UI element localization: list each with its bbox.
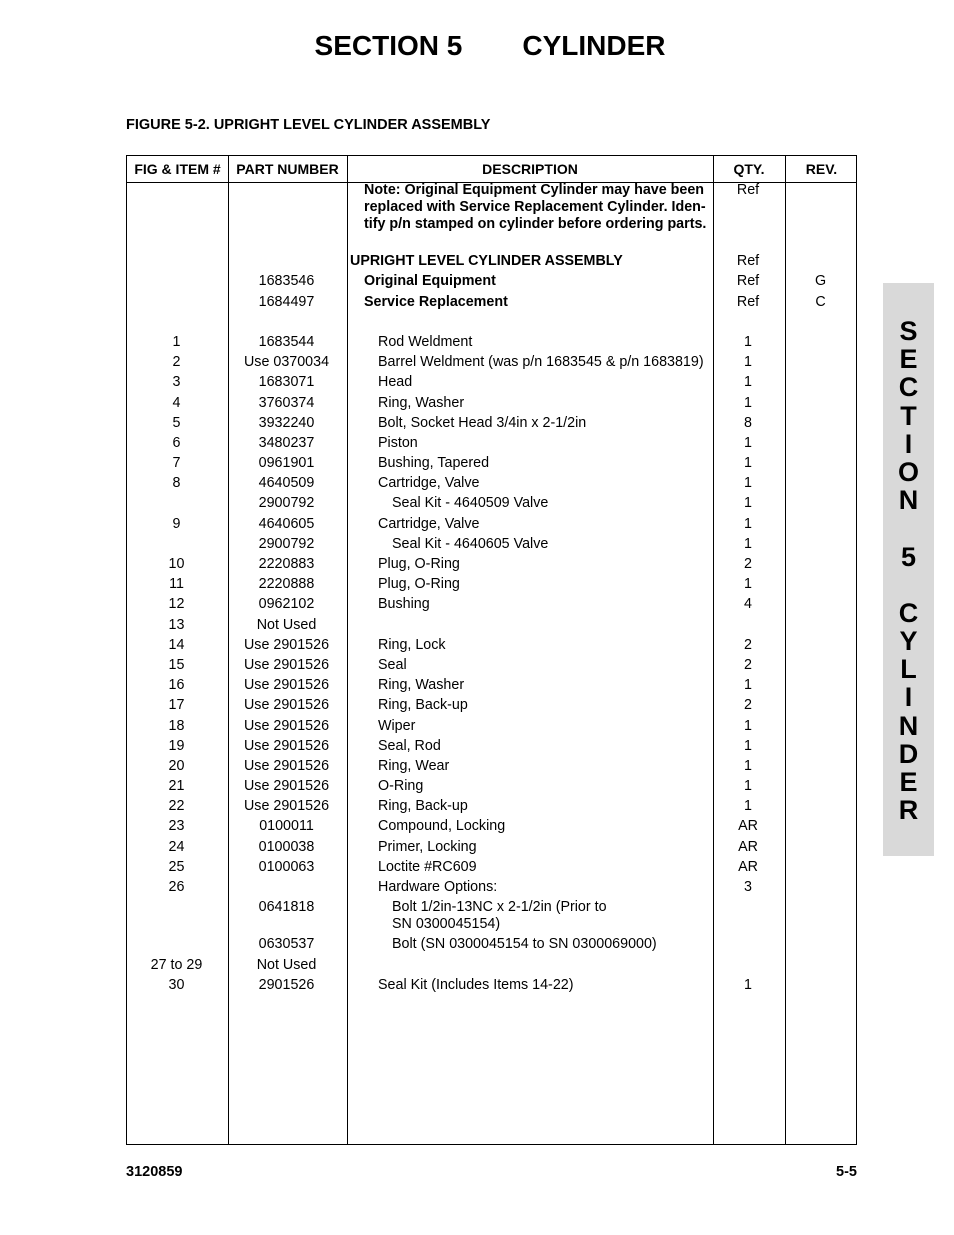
side-tab-letter: R <box>898 795 919 826</box>
cell-fig-item: 20 <box>168 757 185 774</box>
table-row <box>126 899 857 916</box>
cell-fig-item: 25 <box>168 858 185 875</box>
table-row <box>126 182 857 199</box>
side-tab-letter: I <box>904 428 913 459</box>
table-row <box>126 617 857 637</box>
table-row <box>126 233 857 253</box>
cell-part-number: Use 2901526 <box>243 717 330 734</box>
cell-fig-item: 30 <box>168 976 185 993</box>
table-row <box>126 637 857 657</box>
side-tab-letter: Y <box>899 626 918 657</box>
cell-description: Loctite #RC609 <box>378 858 477 875</box>
cell-fig-item: 5 <box>172 414 181 431</box>
cell-qty: 1 <box>744 374 752 391</box>
cell-description: Bolt (SN 0300045154 to SN 0300069000) <box>392 936 657 953</box>
cell-fig-item: 11 <box>169 576 184 593</box>
cell-description: Bushing <box>378 596 430 613</box>
cell-fig-item: 15 <box>168 656 185 673</box>
cell-description: Barrel Weldment (was p/n 1683545 & p/n 1683819) <box>378 354 704 371</box>
cell-description: Bushing, Tapered <box>378 455 490 472</box>
table-row <box>126 216 857 233</box>
cell-fig-item: 3 <box>172 374 181 391</box>
cell-part-number: 0961901 <box>258 455 315 472</box>
cell-fig-item: 1 <box>172 333 181 350</box>
section-label: SECTION 5 <box>314 30 463 61</box>
cell-qty: 8 <box>744 414 752 431</box>
header-fig-item: FIG & ITEM # <box>134 161 221 177</box>
cell-description: UPRIGHT LEVEL CYLINDER ASSEMBLY <box>350 253 623 270</box>
cell-description: Hardware Options: <box>378 879 498 895</box>
table-row <box>126 435 857 455</box>
cell-fig-item: 9 <box>172 515 181 532</box>
cell-part-number: 2220888 <box>258 576 315 593</box>
cell-description: Seal, Rod <box>378 737 441 754</box>
cell-part-number: 3760374 <box>258 394 315 411</box>
cell-qty: 3 <box>744 879 752 895</box>
cell-part-number: 2220883 <box>258 556 315 572</box>
cell-fig-item: 22 <box>168 798 185 815</box>
figure-title: FIGURE 5-2. UPRIGHT LEVEL CYLINDER ASSEMBLY <box>126 117 491 133</box>
cell-qty: AR <box>738 858 758 875</box>
table-row <box>126 738 857 758</box>
cell-qty: Ref <box>736 293 760 310</box>
table-row <box>126 677 857 697</box>
table-body <box>126 182 857 997</box>
cell-description: Primer, Locking <box>378 838 477 855</box>
table-row <box>126 596 857 616</box>
cell-rev: G <box>814 273 827 290</box>
cell-fig-item: 19 <box>168 737 185 754</box>
side-tab-letter: S <box>899 316 918 346</box>
table-row <box>126 273 857 293</box>
side-tab-letter: O <box>897 456 919 487</box>
cell-part-number: 4640605 <box>258 515 315 532</box>
cell-qty: 1 <box>744 798 752 815</box>
table-row <box>126 798 857 818</box>
cell-qty: 4 <box>744 596 752 613</box>
side-tab-letter: I <box>904 682 913 713</box>
cell-qty: 2 <box>744 636 752 653</box>
side-tab-letter: D <box>898 738 919 769</box>
table-row <box>126 879 857 899</box>
cell-qty: Ref <box>736 182 760 198</box>
cell-description: Piston <box>378 434 418 451</box>
cell-description: Service Replacement <box>364 293 508 310</box>
cell-description: Plug, O-Ring <box>378 556 460 572</box>
section-side-tab <box>883 283 934 856</box>
cell-description: Ring, Wear <box>378 757 450 774</box>
table-row <box>126 556 857 576</box>
cell-fig-item: 10 <box>168 556 185 572</box>
section-name: CYLINDER <box>522 30 666 61</box>
table-row <box>126 839 857 859</box>
cell-description: Ring, Back-up <box>378 697 468 714</box>
table-row <box>126 334 857 354</box>
cell-fig-item: 26 <box>168 879 185 895</box>
table-row <box>126 314 857 334</box>
cell-part-number: 2900792 <box>258 535 315 552</box>
cell-part-number: 1683546 <box>258 273 315 290</box>
cell-part-number: 1684497 <box>258 293 315 310</box>
cell-description: Ring, Washer <box>378 677 465 694</box>
cell-fig-item: 23 <box>168 818 185 835</box>
table-row <box>126 516 857 536</box>
cell-part-number: Not Used <box>256 616 317 633</box>
table-row <box>126 977 857 997</box>
cell-qty: 2 <box>744 697 752 714</box>
header-description: DESCRIPTION <box>482 161 578 177</box>
side-tab-letter: T <box>900 400 917 431</box>
cell-rev: C <box>815 293 826 310</box>
table-row <box>126 657 857 677</box>
cell-fig-item: 27 to 29 <box>150 956 203 973</box>
header-part-number: PART NUMBER <box>236 161 339 177</box>
cell-part-number: 0630537 <box>258 936 315 953</box>
cell-part-number: Use 2901526 <box>243 778 330 795</box>
cell-fig-item: 13 <box>168 616 185 633</box>
cell-description: Seal Kit - 4640509 Valve <box>392 495 549 512</box>
cell-fig-item: 2 <box>172 354 181 371</box>
cell-qty: Ref <box>736 253 760 270</box>
cell-description: tify p/n stamped on cylinder before ordering parts. <box>364 216 707 232</box>
cell-qty: 1 <box>744 394 752 411</box>
side-tab-letter: 5 <box>900 541 917 572</box>
cell-qty: 2 <box>744 656 752 673</box>
cell-part-number: 0100011 <box>259 818 314 835</box>
cell-qty: 1 <box>744 333 752 350</box>
cell-part-number: Use 2901526 <box>243 798 330 815</box>
cell-fig-item: 12 <box>168 596 185 613</box>
cell-part-number: Use 2901526 <box>243 757 330 774</box>
cell-description: replaced with Service Replacement Cylinder. Iden- <box>364 199 706 215</box>
cell-part-number: 0962102 <box>258 596 315 613</box>
section-title <box>0 30 954 62</box>
table-row <box>126 576 857 596</box>
table-row <box>126 374 857 394</box>
cell-description: SN 0300045154) <box>392 916 501 933</box>
cell-qty: 1 <box>744 737 752 754</box>
cell-part-number: Use 2901526 <box>243 677 330 694</box>
table-row <box>126 957 857 977</box>
side-tab-letter: C <box>898 597 919 628</box>
cell-description: Head <box>378 374 413 391</box>
side-tab-letter <box>883 571 934 599</box>
cell-part-number: 3932240 <box>258 414 315 431</box>
footer-page-number: 5-5 <box>836 1164 857 1180</box>
cell-description: Seal Kit (Includes Items 14-22) <box>378 976 574 993</box>
side-tab-letters <box>883 317 934 824</box>
table-row <box>126 253 857 273</box>
cell-fig-item: 24 <box>168 838 185 855</box>
cell-fig-item: 14 <box>168 636 185 653</box>
cell-fig-item: 16 <box>168 677 185 694</box>
cell-description: Cartridge, Valve <box>378 475 480 492</box>
table-row <box>126 475 857 495</box>
table-row <box>126 415 857 435</box>
side-tab-letter: N <box>898 710 919 741</box>
table-row <box>126 697 857 717</box>
cell-part-number: 1683544 <box>258 333 315 350</box>
cell-description: Ring, Back-up <box>378 798 468 815</box>
side-tab-letter: C <box>898 372 919 403</box>
cell-description: Note: Original Equipment Cylinder may have been <box>364 182 705 198</box>
table-row <box>126 718 857 738</box>
side-tab-letter: N <box>898 485 919 516</box>
table-row <box>126 758 857 778</box>
cell-description: Original Equipment <box>364 273 496 290</box>
side-tab-letter: E <box>899 344 918 375</box>
cell-part-number: 2900792 <box>258 495 315 512</box>
table-row <box>126 455 857 475</box>
cell-description: Ring, Lock <box>378 636 446 653</box>
cell-fig-item: 6 <box>172 434 181 451</box>
cell-part-number: Use 2901526 <box>243 737 330 754</box>
footer-document-number: 3120859 <box>126 1164 183 1180</box>
cell-description: Rod Weldment <box>378 333 473 350</box>
cell-part-number: 2901526 <box>258 976 315 993</box>
table-row <box>126 936 857 956</box>
cell-part-number: 1683071 <box>258 374 315 391</box>
cell-description: Plug, O-Ring <box>378 576 460 593</box>
cell-part-number: 0641818 <box>258 899 315 916</box>
cell-qty: 1 <box>744 434 752 451</box>
cell-qty: 1 <box>744 677 752 694</box>
cell-fig-item: 8 <box>172 475 181 492</box>
cell-qty: 1 <box>744 576 752 593</box>
cell-description: Compound, Locking <box>378 818 506 835</box>
cell-part-number: 3480237 <box>258 434 315 451</box>
cell-part-number: Not Used <box>256 956 317 973</box>
side-tab-letter: L <box>900 654 917 685</box>
cell-fig-item: 7 <box>172 455 181 472</box>
cell-description: Cartridge, Valve <box>378 515 480 532</box>
cell-qty: 1 <box>744 495 752 512</box>
cell-part-number: Use 2901526 <box>243 636 330 653</box>
cell-part-number: Use 2901526 <box>243 697 330 714</box>
header-qty: QTY. <box>733 161 765 177</box>
cell-description: Bolt 1/2in-13NC x 2-1/2in (Prior to <box>392 899 607 916</box>
cell-part-number: 0100063 <box>258 858 315 875</box>
cell-qty: 1 <box>744 515 752 532</box>
cell-qty: 1 <box>744 475 752 492</box>
table-row <box>126 294 857 314</box>
cell-description: Bolt, Socket Head 3/4in x 2-1/2in <box>378 414 587 431</box>
cell-qty: 1 <box>744 757 752 774</box>
cell-qty: Ref <box>736 273 760 290</box>
table-row <box>126 199 857 216</box>
cell-qty: 1 <box>744 455 752 472</box>
cell-description: Seal Kit - 4640605 Valve <box>392 535 549 552</box>
cell-description: O-Ring <box>378 778 424 795</box>
cell-description: Ring, Washer <box>378 394 465 411</box>
side-tab-letter: E <box>899 767 918 797</box>
cell-qty: AR <box>738 818 758 835</box>
cell-qty: 1 <box>744 535 752 552</box>
table-row <box>126 495 857 515</box>
cell-qty: 1 <box>744 354 752 371</box>
side-tab-letter <box>883 514 934 542</box>
cell-description: Seal <box>378 656 407 673</box>
cell-qty: 1 <box>744 976 752 993</box>
cell-fig-item: 18 <box>168 717 185 734</box>
cell-part-number: 4640509 <box>258 475 315 492</box>
table-row <box>126 778 857 798</box>
table-row <box>126 395 857 415</box>
cell-qty: 2 <box>744 556 752 572</box>
cell-qty: 1 <box>744 778 752 795</box>
cell-part-number: Use 0370034 <box>243 354 330 371</box>
table-row <box>126 818 857 838</box>
table-row <box>126 916 857 936</box>
cell-qty: 1 <box>744 717 752 734</box>
cell-qty: AR <box>738 838 758 855</box>
header-rev: REV. <box>805 161 838 177</box>
cell-fig-item: 21 <box>168 778 185 795</box>
cell-description: Wiper <box>378 717 416 734</box>
table-row <box>126 354 857 374</box>
cell-fig-item: 4 <box>172 394 181 411</box>
table-row <box>126 536 857 556</box>
table-row <box>126 859 857 879</box>
cell-part-number: Use 2901526 <box>243 656 330 673</box>
cell-part-number: 0100038 <box>258 838 315 855</box>
cell-fig-item: 17 <box>168 697 185 714</box>
